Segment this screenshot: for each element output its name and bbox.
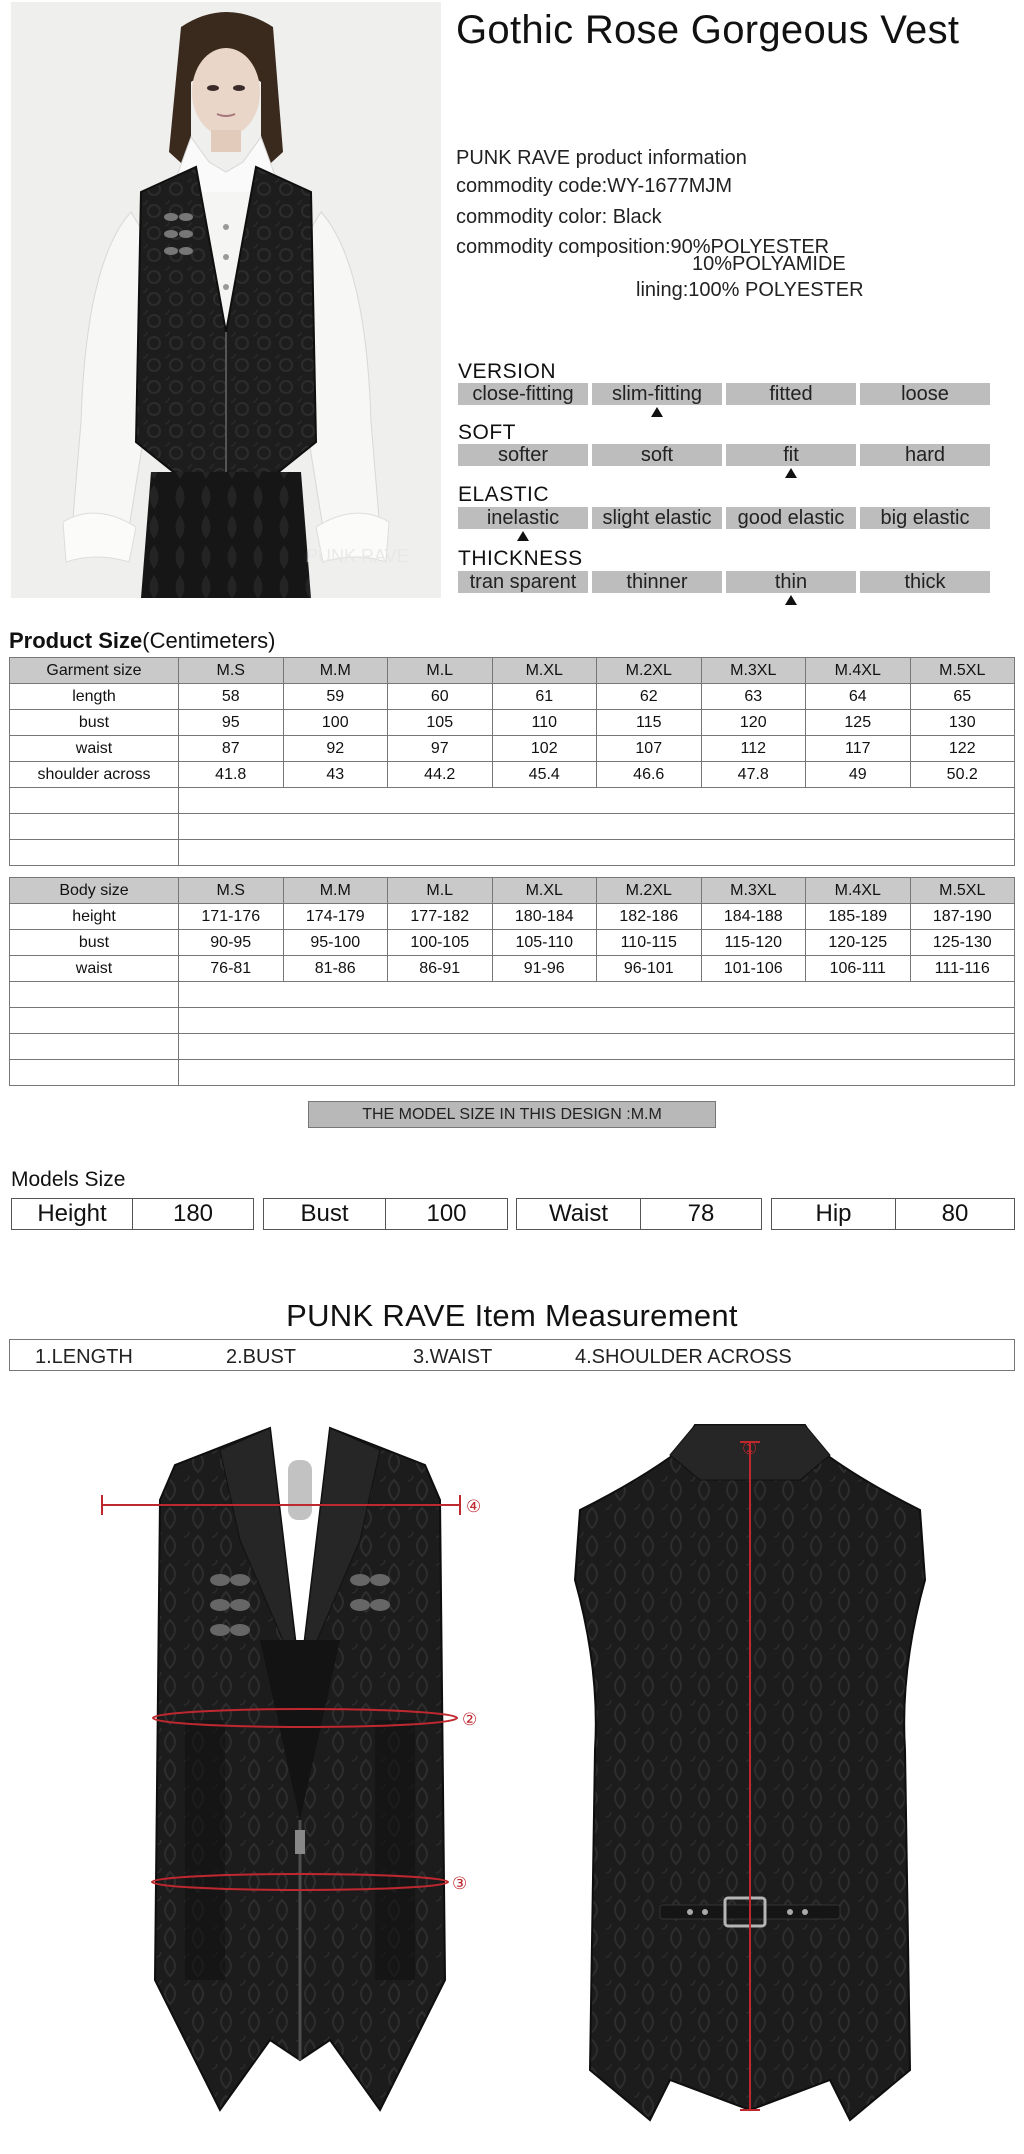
model-bust-box — [263, 1198, 508, 1230]
table-cell: 65 — [910, 684, 1015, 710]
model-hip-label: Hip — [772, 1199, 896, 1229]
soft-title: SOFT — [458, 421, 516, 444]
empty-cell — [179, 1008, 1015, 1034]
table-cell: 184-188 — [701, 904, 806, 930]
body-size-header-row — [10, 878, 1015, 904]
empty-cell — [179, 788, 1015, 814]
commodity-code-label: commodity code: — [456, 175, 608, 197]
size-header: M.S — [179, 658, 284, 684]
size-header: M.XL — [492, 878, 597, 904]
empty-row — [10, 1060, 1015, 1086]
soft-option-hard: hard — [860, 444, 990, 466]
table-cell: 58 — [179, 684, 284, 710]
version-scale — [458, 383, 990, 405]
soft-scale — [458, 444, 990, 466]
marker-length-icon: ① — [742, 1439, 758, 1459]
garment-size-table — [9, 657, 1015, 866]
measurement-heading: PUNK RAVE Item Measurement — [286, 1298, 738, 1333]
empty-row — [10, 840, 1015, 866]
thickness-scale — [458, 571, 990, 593]
table-row — [10, 956, 1015, 982]
product-size-heading — [9, 628, 276, 654]
model-bust-value: 100 — [426, 1200, 467, 1227]
size-header: M.2XL — [597, 658, 702, 684]
table-cell: 47.8 — [701, 762, 806, 788]
model-waist-value: 78 — [687, 1200, 715, 1227]
model-height-value: 180 — [172, 1200, 214, 1227]
table-cell: 60 — [388, 684, 493, 710]
model-waist-label: Waist — [517, 1199, 641, 1229]
table-cell: 62 — [597, 684, 702, 710]
size-header: M.2XL — [597, 878, 702, 904]
garment-size-header-label: Garment size — [10, 658, 179, 684]
soft-marker-icon — [785, 468, 797, 478]
table-cell: 110-115 — [597, 930, 702, 956]
thickness-marker-icon — [785, 595, 797, 605]
table-cell: 59 — [283, 684, 388, 710]
table-cell: 177-182 — [388, 904, 493, 930]
table-cell: 63 — [701, 684, 806, 710]
table-cell: 44.2 — [388, 762, 493, 788]
empty-cell — [10, 788, 179, 814]
table-cell: 100-105 — [388, 930, 493, 956]
table-cell: 43 — [283, 762, 388, 788]
table-cell: 120 — [701, 710, 806, 736]
soft-option-fit: fit — [726, 444, 856, 466]
commodity-color — [456, 205, 662, 229]
table-cell: 49 — [806, 762, 911, 788]
elastic-title: ELASTIC — [458, 483, 550, 506]
empty-cell — [10, 840, 179, 866]
lining-label: lining: — [636, 279, 689, 301]
table-cell: 97 — [388, 736, 493, 762]
thickness-option-transparent: tran sparent — [458, 571, 588, 593]
table-row — [10, 710, 1015, 736]
table-cell: 91-96 — [492, 956, 597, 982]
elastic-option-inelastic: inelastic — [458, 507, 588, 529]
model-photo — [11, 2, 441, 598]
model-bust-label: Bust — [264, 1199, 386, 1229]
measure-item-waist: 3.WAIST — [413, 1346, 493, 1368]
row-label: height — [10, 904, 179, 930]
thickness-option-thinner: thinner — [592, 571, 722, 593]
measurement-legend-bar — [9, 1339, 1015, 1371]
size-header: M.L — [388, 658, 493, 684]
table-cell: 130 — [910, 710, 1015, 736]
marker-shoulder-icon: ④ — [466, 1497, 482, 1517]
table-cell: 125 — [806, 710, 911, 736]
empty-cell — [10, 1008, 179, 1034]
empty-cell — [179, 982, 1015, 1008]
thickness-option-thin: thin — [726, 571, 856, 593]
size-header: M.XL — [492, 658, 597, 684]
version-title: VERSION — [458, 360, 557, 383]
table-cell: 101-106 — [701, 956, 806, 982]
elastic-option-big-elastic: big elastic — [860, 507, 990, 529]
commodity-composition-label: commodity composition: — [456, 236, 671, 258]
photo-watermark: PUNK RAVE — [306, 546, 409, 566]
product-title: Gothic Rose Gorgeous Vest — [456, 8, 960, 52]
empty-cell — [179, 1060, 1015, 1086]
measure-item-bust: 2.BUST — [226, 1346, 297, 1368]
product-size-unit: (Centimeters) — [142, 628, 276, 653]
table-cell: 115 — [597, 710, 702, 736]
marker-waist-icon: ③ — [452, 1874, 468, 1894]
measure-item-length: 1.LENGTH — [35, 1346, 133, 1368]
marker-bust-icon: ② — [462, 1710, 478, 1730]
elastic-option-good-elastic: good elastic — [726, 507, 856, 529]
table-cell: 115-120 — [701, 930, 806, 956]
table-row — [10, 904, 1015, 930]
empty-row — [10, 814, 1015, 840]
size-header: M.3XL — [701, 878, 806, 904]
composition-value-2: 10%POLYAMIDE — [692, 253, 846, 275]
table-cell: 92 — [283, 736, 388, 762]
elastic-scale — [458, 507, 990, 529]
model-hip-value: 80 — [941, 1200, 969, 1227]
empty-cell — [10, 1034, 179, 1060]
table-cell: 187-190 — [910, 904, 1015, 930]
table-cell: 174-179 — [283, 904, 388, 930]
table-cell: 102 — [492, 736, 597, 762]
garment-size-header-row — [10, 658, 1015, 684]
table-row — [10, 736, 1015, 762]
vest-front-diagram — [100, 1420, 500, 2140]
model-size-banner: THE MODEL SIZE IN THIS DESIGN :M.M — [308, 1101, 716, 1128]
empty-cell — [10, 982, 179, 1008]
version-option-loose: loose — [860, 383, 990, 405]
empty-cell — [10, 1060, 179, 1086]
thickness-option-thick: thick — [860, 571, 990, 593]
table-row — [10, 684, 1015, 710]
table-cell: 112 — [701, 736, 806, 762]
measure-item-shoulder-across: 4.SHOULDER ACROSS — [575, 1346, 792, 1368]
table-cell: 180-184 — [492, 904, 597, 930]
empty-row — [10, 982, 1015, 1008]
size-header: M.4XL — [806, 658, 911, 684]
table-cell: 87 — [179, 736, 284, 762]
version-option-slim-fitting: slim-fitting — [592, 383, 722, 405]
table-cell: 125-130 — [910, 930, 1015, 956]
table-cell: 81-86 — [283, 956, 388, 982]
thickness-title: THICKNESS — [458, 547, 583, 570]
table-cell: 100 — [283, 710, 388, 736]
vest-back-diagram — [550, 1420, 950, 2140]
version-option-fitted: fitted — [726, 383, 856, 405]
size-header: M.5XL — [910, 878, 1015, 904]
soft-option-soft: soft — [592, 444, 722, 466]
table-cell: 76-81 — [179, 956, 284, 982]
table-cell: 96-101 — [597, 956, 702, 982]
table-cell: 105 — [388, 710, 493, 736]
empty-cell — [179, 1034, 1015, 1060]
table-cell: 86-91 — [388, 956, 493, 982]
table-cell: 122 — [910, 736, 1015, 762]
lining-value: 100% POLYESTER — [688, 279, 864, 301]
elastic-option-slight-elastic: slight elastic — [592, 507, 722, 529]
table-row — [10, 762, 1015, 788]
composition-value-1: 90%POLYESTER — [670, 236, 830, 258]
version-option-close-fitting: close-fitting — [458, 383, 588, 405]
table-cell: 61 — [492, 684, 597, 710]
table-cell: 46.6 — [597, 762, 702, 788]
table-cell: 95-100 — [283, 930, 388, 956]
row-label: waist — [10, 956, 179, 982]
table-cell: 106-111 — [806, 956, 911, 982]
empty-row — [10, 788, 1015, 814]
elastic-marker-icon — [517, 531, 529, 541]
models-size-heading: Models Size — [11, 1168, 126, 1191]
table-cell: 45.4 — [492, 762, 597, 788]
model-height-box — [11, 1198, 254, 1230]
size-header: M.M — [283, 878, 388, 904]
brand-info: PUNK RAVE product information — [456, 147, 747, 169]
body-size-header-label: Body size — [10, 878, 179, 904]
empty-row — [10, 1008, 1015, 1034]
table-cell: 120-125 — [806, 930, 911, 956]
row-label: shoulder across — [10, 762, 179, 788]
empty-row — [10, 1034, 1015, 1060]
size-header: M.L — [388, 878, 493, 904]
size-header: M.S — [179, 878, 284, 904]
row-label: bust — [10, 930, 179, 956]
table-cell: 171-176 — [179, 904, 284, 930]
model-hip-box — [771, 1198, 1015, 1230]
body-size-table — [9, 877, 1015, 1086]
table-cell: 64 — [806, 684, 911, 710]
table-cell: 110 — [492, 710, 597, 736]
row-label: waist — [10, 736, 179, 762]
size-header: M.3XL — [701, 658, 806, 684]
table-cell: 50.2 — [910, 762, 1015, 788]
version-marker-icon — [651, 407, 663, 417]
commodity-code-value: WY-1677MJM — [607, 175, 733, 197]
size-header: M.4XL — [806, 878, 911, 904]
empty-cell — [10, 814, 179, 840]
row-label: length — [10, 684, 179, 710]
commodity-color-value: Black — [612, 206, 662, 228]
table-cell: 182-186 — [597, 904, 702, 930]
soft-option-softer: softer — [458, 444, 588, 466]
commodity-code — [456, 174, 732, 198]
table-cell: 117 — [806, 736, 911, 762]
table-cell: 41.8 — [179, 762, 284, 788]
lining — [636, 278, 864, 302]
product-size-title: Product Size — [9, 628, 143, 653]
model-height-label: Height — [12, 1199, 133, 1229]
size-header: M.5XL — [910, 658, 1015, 684]
commodity-color-label: commodity color: — [456, 206, 608, 228]
table-cell: 185-189 — [806, 904, 911, 930]
size-header: M.M — [283, 658, 388, 684]
empty-cell — [179, 840, 1015, 866]
table-cell: 107 — [597, 736, 702, 762]
table-cell: 111-116 — [910, 956, 1015, 982]
table-cell: 95 — [179, 710, 284, 736]
table-row — [10, 930, 1015, 956]
table-cell: 90-95 — [179, 930, 284, 956]
empty-cell — [179, 814, 1015, 840]
table-cell: 105-110 — [492, 930, 597, 956]
model-waist-box — [516, 1198, 762, 1230]
row-label: bust — [10, 710, 179, 736]
